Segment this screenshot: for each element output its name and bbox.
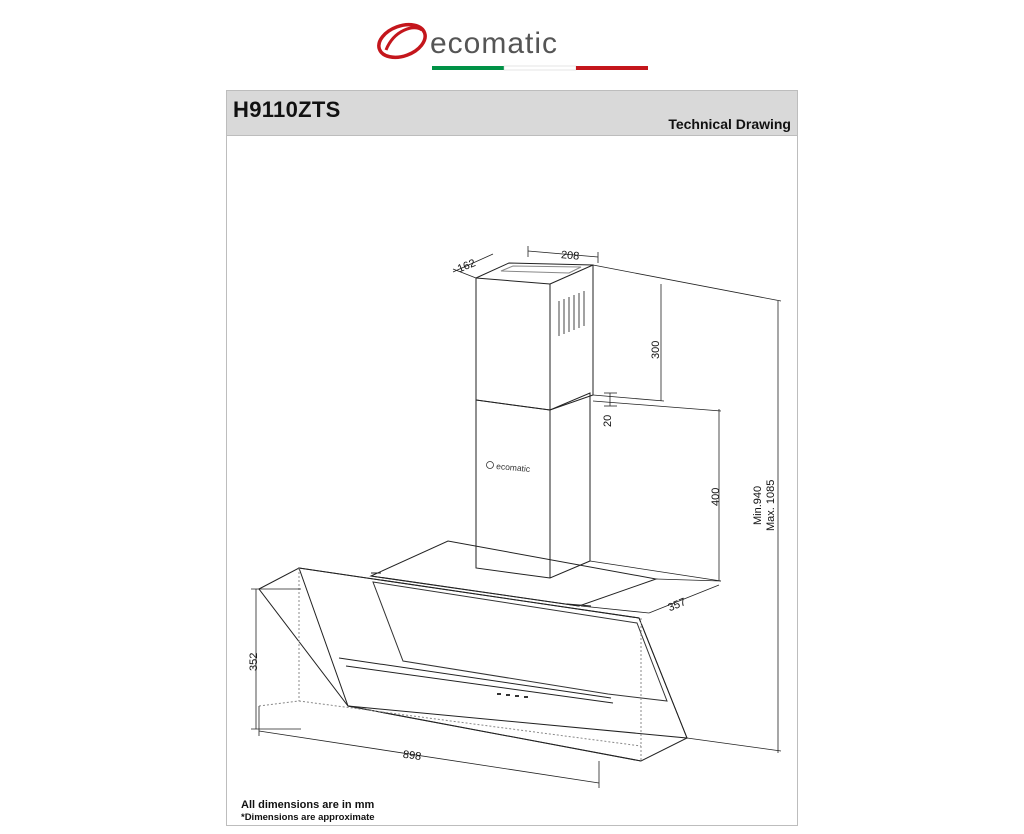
dim-total-height-max: Max. 1085 bbox=[765, 479, 777, 531]
dim-hood-height: 352 bbox=[248, 652, 260, 671]
document-type: Technical Drawing bbox=[668, 116, 791, 132]
lower-chimney bbox=[476, 393, 590, 578]
dim-hood-width: 898 bbox=[402, 748, 422, 764]
dim-hood-depth: 357 bbox=[666, 596, 688, 615]
hood-glass-panel bbox=[259, 568, 687, 764]
dim-upper-chimney-height: 300 bbox=[650, 340, 662, 359]
dim-lower-chimney-height: 400 bbox=[710, 487, 722, 506]
model-number: H9110ZTS bbox=[233, 97, 341, 122]
approx-note: *Dimensions are approximate bbox=[241, 812, 375, 823]
dimension-lines bbox=[251, 246, 781, 788]
upper-chimney bbox=[476, 263, 593, 410]
chimney-logo-text: ecomatic bbox=[495, 461, 531, 474]
units-note: All dimensions are in mm bbox=[241, 799, 375, 811]
dim-chimney-depth: 162 bbox=[455, 257, 478, 276]
notes bbox=[241, 799, 375, 823]
dimension-labels bbox=[248, 249, 777, 763]
chimney-logo bbox=[487, 461, 532, 474]
technical-drawing bbox=[227, 91, 799, 827]
logo-wordmark: ecomatic bbox=[430, 27, 559, 60]
dim-chimney-width: 208 bbox=[560, 249, 580, 263]
dim-total-height-min: Min.940 bbox=[752, 485, 764, 525]
drawing-sheet bbox=[226, 90, 798, 826]
ecomatic-logo bbox=[372, 16, 652, 76]
dim-overlap: 20 bbox=[602, 414, 614, 427]
